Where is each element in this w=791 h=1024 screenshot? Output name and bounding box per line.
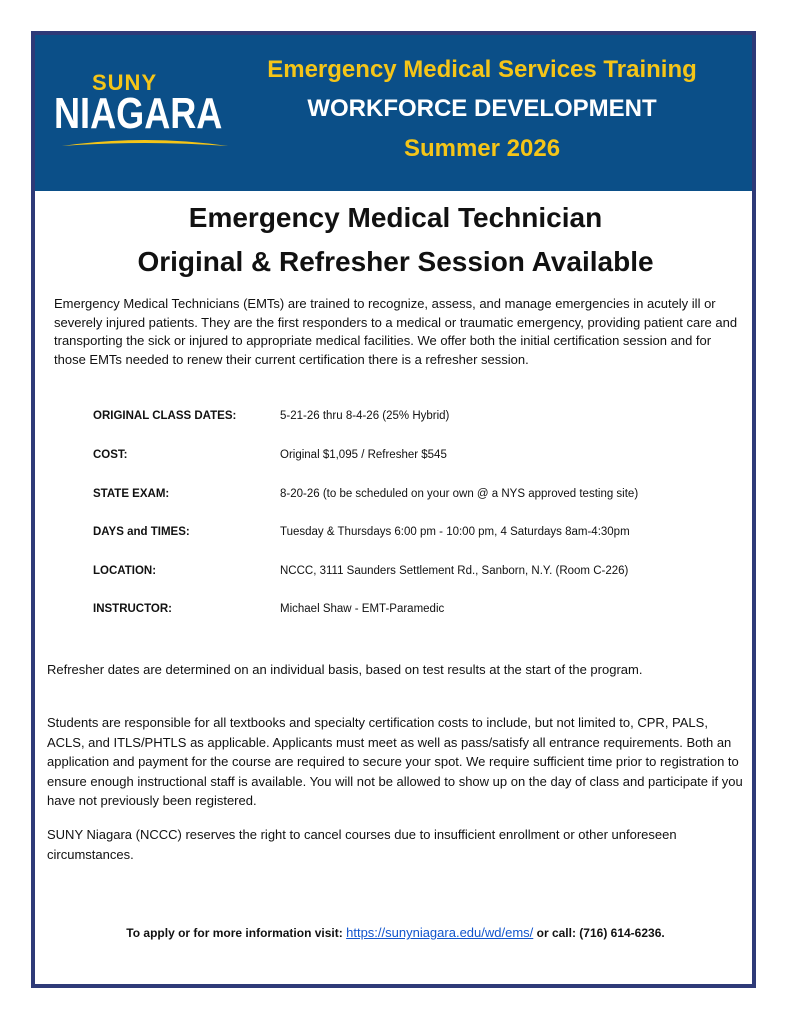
footer-contact <box>40 925 751 940</box>
suny-niagara-logo <box>54 70 234 160</box>
detail-value: Original $1,095 / Refresher $545 <box>280 449 447 461</box>
detail-label: LOCATION: <box>93 565 157 577</box>
detail-label: STATE EXAM: <box>93 488 170 500</box>
detail-label: COST: <box>93 449 128 461</box>
logo-niagara-text: NIAGARA <box>54 89 223 138</box>
detail-value: NCCC, 3111 Saunders Settlement Rd., Sanborn, N.Y. (Room C-226) <box>280 565 629 577</box>
logo-suny-text: SUNY <box>92 70 158 95</box>
footer-suffix: or call: (716) 614-6236. <box>536 926 665 940</box>
apply-link[interactable]: https://sunyniagara.edu/wd/ems/ <box>346 925 534 940</box>
detail-value: 5-21-26 thru 8-4-26 (25% Hybrid) <box>280 410 450 422</box>
cancel-note: SUNY Niagara (NCCC) reserves the right to cancel courses due to insufficient enrollment or other unforeseen circumstances. <box>47 827 677 862</box>
page-subtitle: Original & Refresher Session Available <box>137 246 654 277</box>
detail-value: Tuesday & Thursdays 6:00 pm - 10:00 pm, 4 Saturdays 8am-4:30pm <box>280 526 630 538</box>
logo-swoosh-icon <box>60 136 230 150</box>
detail-value: 8-20-26 (to be scheduled on your own @ a NYS approved testing site) <box>280 488 639 500</box>
header-program: Emergency Medical Services Training <box>267 56 697 83</box>
page-title: Emergency Medical Technician <box>188 202 603 233</box>
footer-prefix: To apply or for more information visit: <box>126 926 343 940</box>
refresher-note: Refresher dates are determined on an individual basis, based on test results at the start of the program. <box>47 662 643 677</box>
detail-label: ORIGINAL CLASS DATES: <box>93 410 237 422</box>
detail-label: INSTRUCTOR: <box>93 603 173 615</box>
header-department: WORKFORCE DEVELOPMENT <box>307 95 657 122</box>
header-term: Summer 2026 <box>403 135 561 162</box>
detail-label: DAYS and TIMES: <box>93 526 190 538</box>
students-note: Students are responsible for all textbooks and specialty certification costs to include, but not limited to, CPR, PALS, ACLS, and ITLS/PHTLS as applicable. Applicants must meet as well as pass/satisfy all entrance requirements. Both an application and payment for the course are required to secure your spot. We require sufficient time prior to registration to ensure enough instructional staff is available. You will not be allowed to show up on the day of class and participate if you have not previously been registered. <box>47 715 743 808</box>
intro-paragraph: Emergency Medical Technicians (EMTs) are trained to recognize, assess, and manage emergencies in acutely ill or severely injured patients. They are the first responders to a medical or traumatic emergency, providing patient care and transporting the sick or injured to appropriate medical facilities. We offer both the initial certification session and for those EMTs needed to renew their current certification there is a refresher session. <box>54 296 738 367</box>
detail-value: Michael Shaw - EMT-Paramedic <box>280 603 445 615</box>
